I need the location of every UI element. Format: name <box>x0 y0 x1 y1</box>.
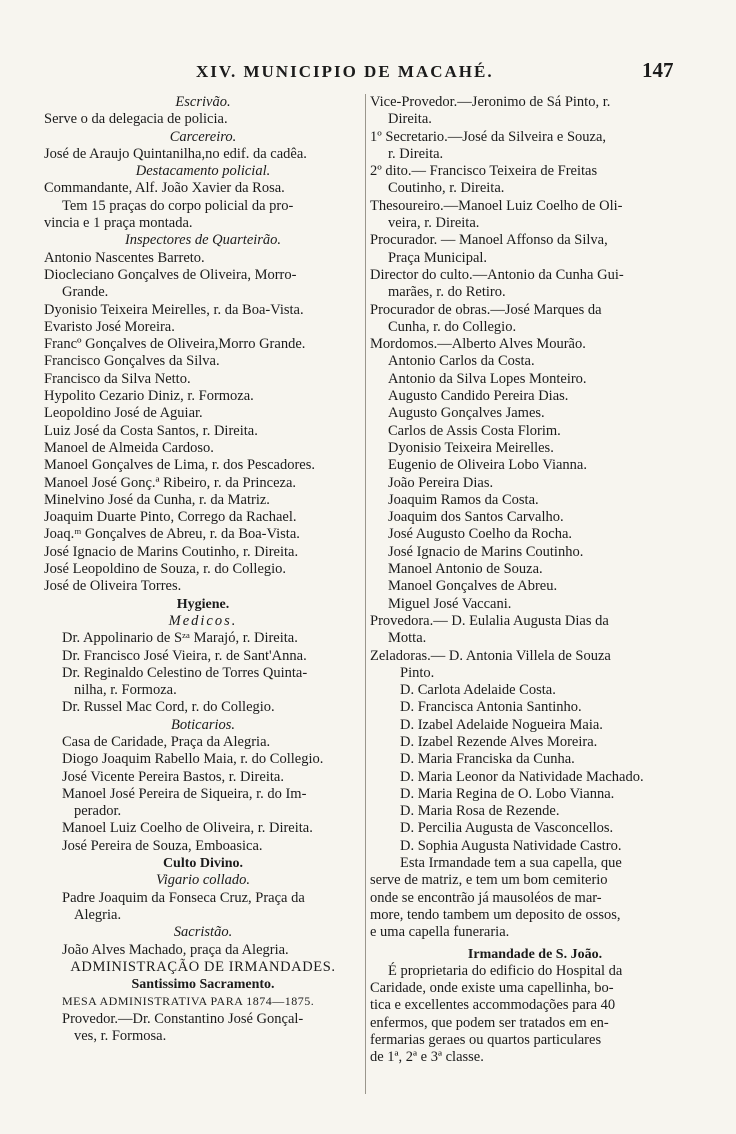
officer-line: marães, r. do Retiro. <box>388 284 506 301</box>
right-column <box>370 94 700 1067</box>
officer-line: Cunha, r. do Collegio. <box>388 318 517 335</box>
list-item: D. Sophia Augusta Natividade Castro. <box>400 837 622 854</box>
page-header <box>0 58 736 88</box>
list-item: Dr. Russel Mac Cord, r. do Collegio. <box>62 699 275 716</box>
escrivao-text: Serve o da delegacia de policia. <box>44 111 228 128</box>
officer-line: r. Direita. <box>388 145 444 162</box>
officer-line: Procurador. — Manoel Affonso da Silva, <box>370 232 608 249</box>
sacristao-text: João Alves Machado, praça da Alegria. <box>62 941 289 958</box>
list-item: D. Carlota Adelaide Costa. <box>400 682 556 699</box>
list-item: D. Maria Regina de O. Lobo Vianna. <box>400 785 615 802</box>
list-item: D. Izabel Rezende Alves Moreira. <box>400 733 598 750</box>
paragraph-line: Caridade, onde existe uma capellinha, bo- <box>370 980 614 997</box>
list-item: Miguel José Vaccani. <box>388 595 512 612</box>
paragraph-line: onde se encontrão já mausoléos de mar- <box>370 889 602 906</box>
section-heading-medicos: Medicos. <box>168 612 238 629</box>
officer-line: Thesoureiro.—Manoel Luiz Coelho de Oli- <box>370 197 623 214</box>
list-item: Francisco Gonçalves da Silva. <box>44 353 220 370</box>
officer-line: Praça Municipal. <box>388 249 488 266</box>
provedor-line: Provedor.—Dr. Constantino José Gonçal- <box>62 1010 304 1027</box>
list-item: Joaquim Duarte Pinto, Corrego da Rachael. <box>44 509 297 526</box>
section-heading-escrivao: Escrivão. <box>175 94 231 110</box>
vigario-line: Alegria. <box>74 906 122 923</box>
list-item: Hypolito Cezario Diniz, r. Formoza. <box>44 388 254 405</box>
list-item: Francº Gonçalves de Oliveira,Morro Grande. <box>44 336 306 353</box>
destacamento-line: Commandante, Alf. João Xavier da Rosa. <box>44 180 285 197</box>
list-item: Diogo Joaquim Rabello Maia, r. do Collegio. <box>62 751 324 768</box>
list-item: Evaristo José Moreira. <box>44 318 175 335</box>
column-divider <box>365 94 366 1094</box>
list-item: João Pereira Dias. <box>388 474 494 491</box>
section-heading-sacramento: Santissimo Sacramento. <box>131 977 275 993</box>
list-item: Dr. Francisco José Vieira, r. de Sant'Anna. <box>62 647 307 664</box>
list-item: José Leopoldino de Souza, r. do Collegio. <box>44 561 287 578</box>
zeladoras-line: Pinto. <box>400 664 435 681</box>
list-item: D. Percilia Augusta de Vasconcellos. <box>400 820 614 837</box>
section-heading-culto: Culto Divino. <box>162 856 244 872</box>
section-heading-vigario: Vigario collado. <box>156 872 250 889</box>
paragraph-line: enfermos, que podem ser tratados em en- <box>370 1014 609 1031</box>
list-item: D. Maria Rosa de Rezende. <box>400 803 560 820</box>
running-title: XIV. MUNICIPIO DE MACAHÉ. <box>196 62 494 81</box>
list-item: José Pereira de Souza, Emboasica. <box>62 837 263 854</box>
section-heading-inspectores: Inspectores de Quarteirão. <box>124 232 282 249</box>
list-item: Carlos de Assis Costa Florim. <box>388 422 561 439</box>
provedora-line: Motta. <box>388 630 427 647</box>
list-item: Joaq.ᵐ Gonçalves de Abreu, r. da Boa-Vista. <box>44 526 300 543</box>
list-item: Minelvino José da Cunha, r. da Matriz. <box>44 491 270 508</box>
provedora-line: Provedora.— D. Eulalia Augusta Dias da <box>370 612 609 629</box>
list-item: Antonio Nascentes Barreto. <box>44 249 205 266</box>
list-item: D. Maria Leonor da Natividade Machado. <box>400 768 644 785</box>
list-item: Eugenio de Oliveira Lobo Vianna. <box>388 457 587 474</box>
list-item: Joaquim Ramos da Costa. <box>388 491 539 508</box>
list-item: Manoel Gonçalves de Lima, r. dos Pescadores. <box>44 457 315 474</box>
section-heading-sjoao: Irmandade de S. João. <box>467 946 603 962</box>
section-heading-carcereiro: Carcereiro. <box>169 128 237 145</box>
list-item: D. Maria Franciska da Cunha. <box>400 751 575 768</box>
list-item: Casa de Caridade, Praça da Alegria. <box>62 733 271 750</box>
officer-line: veira, r. Direita. <box>388 215 480 232</box>
list-item: nilha, r. Formoza. <box>74 682 177 699</box>
paragraph-line: e uma capella funeraria. <box>370 924 510 941</box>
list-item: Dr. Appolinario de Sᶻᵃ Marajó, r. Direita. <box>62 630 298 647</box>
list-item: Antonio da Silva Lopes Monteiro. <box>388 370 587 387</box>
list-item: José Augusto Coelho da Rocha. <box>388 526 573 543</box>
list-item: José Vicente Pereira Bastos, r. Direita. <box>62 768 284 785</box>
left-column <box>44 94 362 1045</box>
destacamento-line: Tem 15 praças do corpo policial da pro- <box>62 197 294 214</box>
section-heading-boticarios: Boticarios. <box>170 716 236 733</box>
zeladoras-line: Zeladoras.— D. Antonia Villela de Souza <box>370 647 611 664</box>
list-item: Diocleciano Gonçalves de Oliveira, Morro- <box>44 266 297 283</box>
provedor-line: ves, r. Formosa. <box>74 1028 167 1045</box>
section-heading-administracao: ADMINISTRAÇÃO DE IRMANDADES. <box>70 958 336 975</box>
officer-line: 1º Secretario.—José da Silveira e Souza, <box>370 128 607 145</box>
list-item: D. Francisca Antonia Santinho. <box>400 699 582 716</box>
list-item: Manoel de Almeida Cardoso. <box>44 439 214 456</box>
officer-line: 2º dito.— Francisco Teixeira de Freitas <box>370 163 598 180</box>
carcereiro-text: José de Araujo Quintanilha,no edif. da cadêa. <box>44 145 307 162</box>
list-item: Leopoldino José de Aguiar. <box>44 405 203 422</box>
list-item: Manoel Luiz Coelho de Oliveira, r. Direita. <box>62 820 313 837</box>
paragraph-line: more, tendo tambem um deposito de ossos, <box>370 906 621 923</box>
list-item: D. Izabel Adelaide Nogueira Maia. <box>400 716 603 733</box>
list-item: Francisco da Silva Netto. <box>44 370 191 387</box>
list-item: Antonio Carlos da Costa. <box>388 353 535 370</box>
officer-line: Coutinho, r. Direita. <box>388 180 505 197</box>
list-item: Dyonisio Teixeira Meirelles. <box>388 439 554 456</box>
list-item: Manoel José Pereira de Siqueira, r. do Im- <box>62 785 307 802</box>
list-item: José Ignacio de Marins Coutinho, r. Direita. <box>44 543 299 560</box>
paragraph-line: É proprietaria do edificio do Hospital da <box>388 962 623 979</box>
vigario-line: Padre Joaquim da Fonseca Cruz, Praça da <box>62 889 305 906</box>
list-item: perador. <box>74 803 122 820</box>
section-heading-sacristao: Sacristão. <box>173 924 233 941</box>
officer-line: Direita. <box>388 111 432 128</box>
paragraph-line: serve de matriz, e tem um bom cemiterio <box>370 872 608 889</box>
mordomos-label: Mordomos.—Alberto Alves Mourão. <box>370 336 586 353</box>
destacamento-line: vincia e 1 praça montada. <box>44 215 193 232</box>
paragraph-line: Esta Irmandade tem a sua capella, que <box>400 855 622 872</box>
paragraph-line: fermarias geraes ou quartos particulares <box>370 1032 602 1049</box>
mesa-line: MESA ADMINISTRATIVA PARA 1874—1875. <box>62 994 315 1009</box>
list-item: Manoel José Gonç.ª Ribeiro, r. da Princeza. <box>44 474 297 491</box>
paragraph-line: tica e excellentes accommodações para 40 <box>370 997 616 1014</box>
list-item: Joaquim dos Santos Carvalho. <box>388 509 564 526</box>
section-heading-destacamento: Destacamento policial. <box>135 163 271 180</box>
officer-line: Vice-Provedor.—Jeronimo de Sá Pinto, r. <box>370 94 611 110</box>
list-item: Augusto Gonçalves James. <box>388 405 545 422</box>
list-item: Dyonisio Teixeira Meirelles, r. da Boa-Vista. <box>44 301 304 318</box>
section-heading-hygiene: Hygiene. <box>176 596 230 612</box>
officer-line: Procurador de obras.—José Marques da <box>370 301 602 318</box>
list-item: Manoel Antonio de Souza. <box>388 561 543 578</box>
list-item: Manoel Gonçalves de Abreu. <box>388 578 558 595</box>
list-item: Augusto Candido Pereira Dias. <box>388 388 569 405</box>
list-item: Dr. Reginaldo Celestino de Torres Quinta- <box>62 664 308 681</box>
list-item: José Ignacio de Marins Coutinho. <box>388 543 584 560</box>
list-item: Luiz José da Costa Santos, r. Direita. <box>44 422 258 439</box>
officer-line: Director do culto.—Antonio da Cunha Gui- <box>370 266 624 283</box>
list-item: José de Oliveira Torres. <box>44 578 182 595</box>
paragraph-line: de 1ª, 2ª e 3ª classe. <box>370 1049 484 1066</box>
list-item: Grande. <box>62 284 109 301</box>
page-number: 147 <box>642 58 674 82</box>
